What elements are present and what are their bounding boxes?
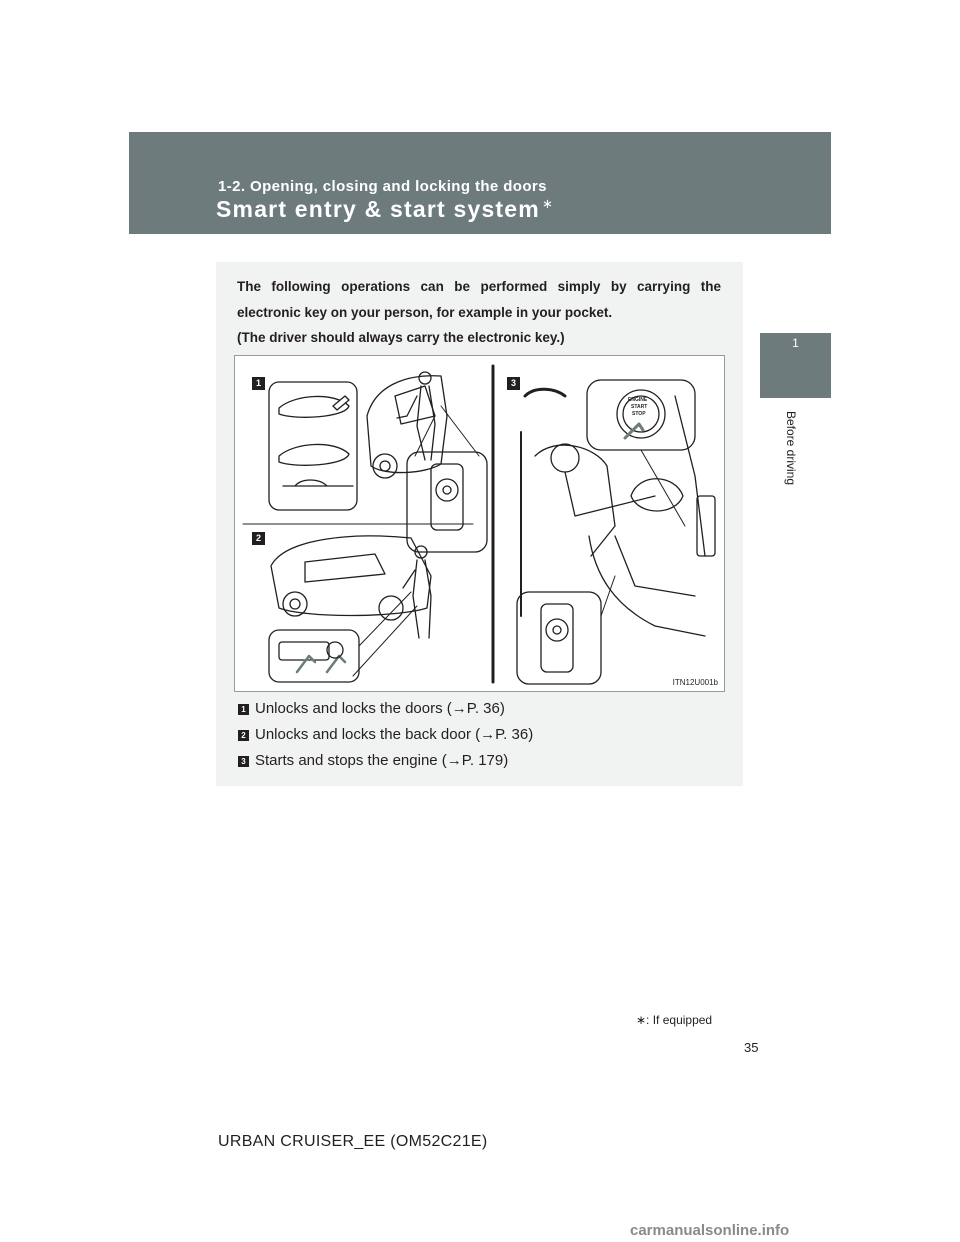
intro-line-3: (The driver should always carry the electronic key.): [237, 330, 565, 345]
footnote: ∗: If equipped: [636, 1013, 713, 1027]
car-rear: [271, 536, 431, 616]
figure-code: ITN12U001b: [672, 678, 718, 687]
list-item: [238, 752, 508, 769]
key-fob-inset-1: [407, 452, 487, 552]
driver-seat: [535, 445, 615, 556]
illustration: [234, 355, 725, 692]
item-marker: 1: [238, 704, 249, 715]
key-fob-inset-2: [517, 592, 601, 684]
back-door-handle-inset: [269, 630, 359, 682]
intro-line-1: The following operations can be performed simply by carrying the: [237, 279, 721, 294]
list-item: [238, 700, 505, 717]
document-id: URBAN CRUISER_EE (OM52C21E): [218, 1133, 488, 1150]
page-number: 35: [744, 1040, 759, 1055]
item-text: Starts and stops the engine (→P. 179): [255, 752, 509, 769]
engine-button-label-3: STOP: [632, 411, 646, 417]
intro-line-2: electronic key on your person, for example in your pocket.: [237, 304, 613, 320]
steering-wheel: [631, 479, 683, 511]
item-marker: 2: [238, 730, 249, 741]
page-title: [216, 196, 554, 223]
engine-button-label-1: ENGINE: [628, 397, 648, 403]
illustration-drawing: [235, 356, 724, 691]
if-equipped-mark: ∗: [541, 196, 555, 211]
list-item: [238, 726, 533, 743]
page-title-text: Smart entry & start system: [216, 196, 540, 222]
callout-2: 2: [252, 532, 265, 545]
item-marker: 3: [238, 756, 249, 767]
item-text: Unlocks and locks the doors (→P. 36): [255, 700, 505, 717]
engine-button-label-2: START: [631, 404, 648, 410]
callout-1: 1: [252, 377, 265, 390]
chapter-number: 1: [792, 336, 799, 350]
intro-text: [237, 274, 721, 351]
watermark: carmanualsonline.info: [630, 1222, 790, 1239]
item-text: Unlocks and locks the back door (→P. 36): [255, 726, 534, 743]
chapter-label-text: Before driving: [784, 410, 798, 486]
section-title: 1-2. Opening, closing and locking the doors: [218, 178, 547, 195]
callout-3: 3: [507, 377, 520, 390]
